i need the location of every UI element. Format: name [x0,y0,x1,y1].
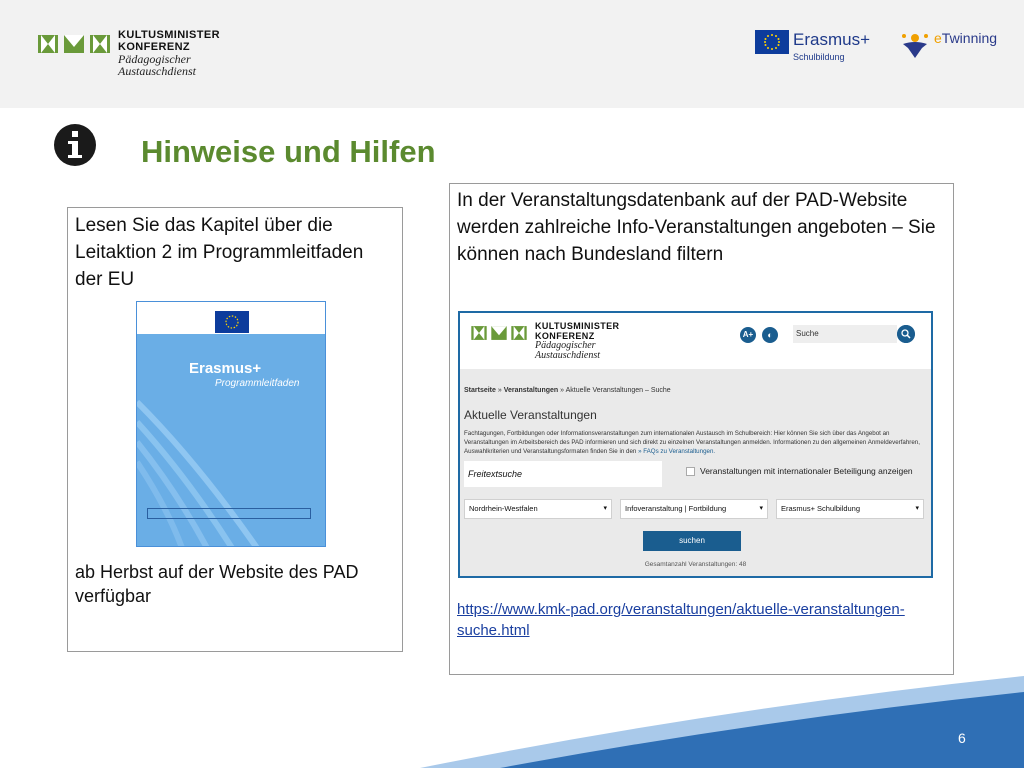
screenshot-body [460,369,931,578]
event-database-intro: In der Veranstaltungsdatenbank auf der PAD-Website werden zahlreiche Info-Veranstaltungen angeboten – Sie können nach Bundesland filtern [457,190,936,265]
etwinning-mark-icon [898,30,932,60]
cover-wave-graphic [137,382,326,547]
eu-flag-icon [755,30,789,54]
cover-subtitle: Programmleitfaden [215,378,300,389]
caret-down-icon: ▾ [603,505,607,512]
guide-info-box [67,207,403,652]
screenshot-logo-line-2: KONFERENZ [535,331,595,341]
etwinning-name [934,30,997,46]
select-program-value: Erasmus+ Schulbildung [781,504,861,513]
screenshot-total-count: Gesamtanzahl Veranstaltungen: 48 [644,561,747,568]
slide-header [0,0,1024,108]
event-search-link[interactable]: https://www.kmk-pad.org/veranstaltungen/aktuelle-veranstaltungen-suche.html [457,601,905,639]
screenshot-kmk-logo [470,321,619,361]
erasmus-name: Erasmus+ [793,30,870,49]
select-type-value: Infoveranstaltung | Fortbildung [625,504,727,513]
screenshot-search-button: suchen [643,531,741,551]
kmk-line-4: Austauschdienst [118,64,196,78]
screenshot-faq-link: » FAQs zu Veranstaltungen. [638,448,716,455]
caret-down-icon: ▾ [759,505,763,512]
screenshot-select-type [620,499,768,519]
select-state-value: Nordrhein-Westfalen [469,504,538,513]
erasmus-sub: Schulbildung [793,52,845,62]
kmk-logo [38,29,220,77]
screenshot-checkbox-label: Veranstaltungen mit internationaler Beteiligung anzeigen [700,466,913,476]
pad-website-screenshot [458,311,933,578]
kmk-line-2: KONFERENZ [118,41,191,53]
screenshot-heading: Aktuelle Veranstaltungen [464,408,597,422]
crumb-events: Veranstaltungen [503,387,559,394]
font-size-icon: A+ [740,327,756,343]
etwinning-logo [898,30,997,60]
crumb-sep-2: » [560,387,565,394]
crumb-current: Aktuelle Veranstaltungen – Suche [565,387,671,394]
screenshot-paragraph [464,429,927,456]
crumb-sep-1: » [497,387,502,394]
event-database-box [449,183,954,675]
screenshot-free-text-field: Freitextsuche [464,461,662,487]
screenshot-logo-line-1: KULTUSMINISTER [535,321,620,331]
screenshot-select-program [776,499,924,519]
programme-guide-cover [136,301,326,547]
cover-title: Erasmus+ [189,360,262,377]
kmk-line-3: Pädagogischer [118,52,191,66]
screenshot-search-icon [897,325,915,343]
cover-note-box [147,508,311,519]
screenshot-paragraph-text: Fachtagungen, Fortbildungen oder Informationsveranstaltungen zum internationalen Austausch im Schulbereich: Hier können Sie sich über das Angebot an Veranstaltungen im Arbeitsbereich des PAD informieren und sich direkt zu einzelnen Veranstaltungen anmelden. Informationen zu den allgemeinen Anmeldeverfahren, Auswahlkriterien und Veranstaltungsformaten finden Sie in den [464,430,920,455]
page-number: 6 [958,730,966,746]
kmk-mark-icon [38,31,110,57]
screenshot-select-state [464,499,612,519]
contrast-icon: ◐ [762,327,778,343]
screenshot-search-field: Suche [793,325,897,343]
screenshot-checkbox [686,467,695,476]
screenshot-logo-line-4: Austauschdienst [535,350,600,361]
crumb-home: Startseite [464,387,496,394]
cover-eu-flag-icon [215,311,249,333]
info-icon [52,122,98,168]
screenshot-kmk-mark-icon [470,323,528,343]
etwinning-word: Twinning [941,30,998,46]
etwinning-prefix: e [934,30,942,46]
erasmus-logo [755,30,870,62]
footer-swoosh-graphic [0,668,1024,768]
screenshot-header [460,313,931,369]
kmk-line-1: KULTUSMINISTER [118,29,220,41]
guide-availability-text: ab Herbst auf der Website des PAD verfügbar [75,562,359,606]
caret-down-icon: ▾ [915,505,919,512]
slide-title: Hinweise und Hilfen [141,134,436,169]
screenshot-breadcrumb [464,387,671,394]
guide-intro-text: Lesen Sie das Kapitel über die Leitaktion 2 im Programmleitfaden der EU [75,215,364,290]
screenshot-logo-line-3: Pädagogischer [535,340,596,351]
